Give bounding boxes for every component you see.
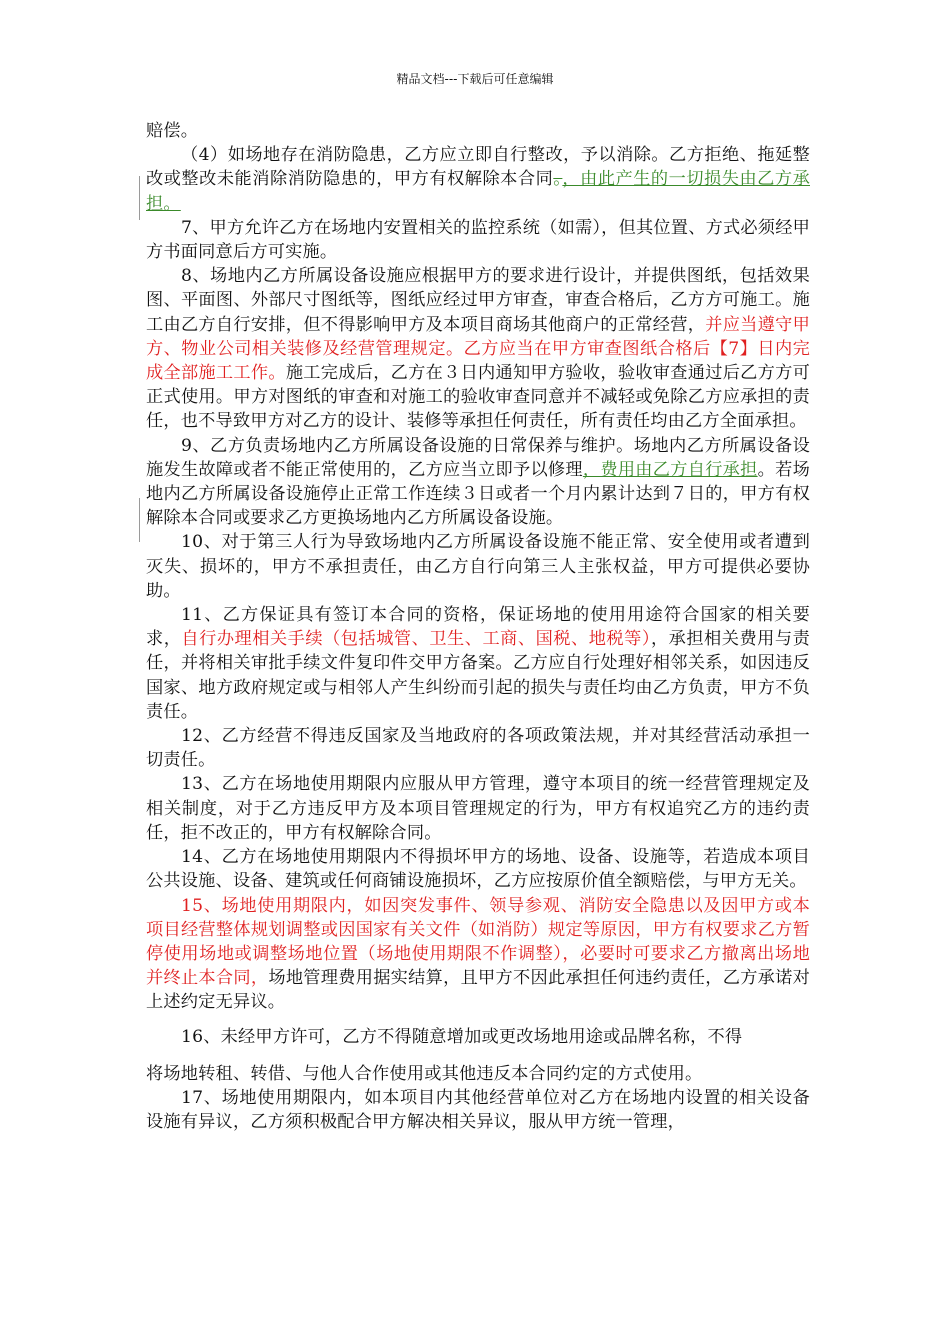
paragraph-16-line-2: 将场地转租、转借、与他人合作使用或其他违反本合同约定的方式使用。: [146, 1063, 703, 1084]
paragraph-text: 。若场地内乙方所属设备设施停止正常工作连续３日或者一个月内累计达到７日的，甲方有权解除本合同或要求乙方更换场地内乙方所属设备设施。: [146, 459, 810, 529]
paragraph-15: [146, 894, 810, 1015]
page-header: 精品文档---下载后可任意编辑: [396, 72, 554, 86]
change-bar: [139, 498, 140, 542]
paragraph-4: [146, 143, 810, 216]
deleted-text: 。: [553, 169, 563, 190]
inserted-text: ，由此产生的一切损失由乙方承担。: [146, 169, 810, 214]
paragraph-12: 12、乙方经营不得违反国家及当地政府的各项政策法规，并对其经营活动承担一切责任。: [146, 726, 810, 771]
paragraph-9: [146, 434, 810, 531]
inserted-text: ，费用由乙方自行承担: [582, 459, 758, 480]
paragraph-text: 11、乙方保证具有签订本合同的资格，保证场地的使用用途符合国家的相关要求，: [146, 605, 810, 650]
paragraph-8: [146, 264, 810, 433]
highlighted-text: 自行办理相关手续（包括城管、卫生、工商、国税、地税等）: [181, 629, 651, 650]
paragraph-17: 17、场地使用期限内，如本项目内其他经营单位对乙方在场地内设置的相关设备设施有异议，乙方须积极配合甲方解决相关异议，服从甲方统一管理，: [146, 1087, 810, 1133]
paragraph-text: 9、乙方负责场地内乙方所属设备设施的日常保养与维护。场地内乙方所属设备设施发生故障或者不能正常使用的，乙方应当立即予以修理: [146, 435, 810, 480]
paragraph-text: 施工完成后，乙方在３日内通知甲方验收，验收审查通过后乙方方可正式使用。甲方对图纸的审查和对施工的验收审查同意并不减轻或免除乙方应承担的责任，也不导致甲方对乙方的设计、装修等承担任何责任，所有责任均由乙方全面承担。: [146, 363, 810, 432]
highlighted-text: 并应当遵守甲方、物业公司相关装修及经营管理规定。乙方应当在甲方审查图纸合格后【7】日内完成全部施工工作。: [146, 314, 811, 384]
paragraph-7: 7、甲方允许乙方在场地内安置相关的监控系统（如需），但其位置、方式必须经甲方书面同意后方可实施。: [146, 217, 810, 263]
paragraph-11: [146, 603, 810, 724]
paragraph-text: 场地管理费用据实结算，且甲方不因此承担任何违约责任，乙方承诺对上述约定无异议。: [146, 968, 811, 1013]
paragraph-16-line-1: 16、未经甲方许可，乙方不得随意增加或更改场地用途或品牌名称，不得: [181, 1026, 743, 1047]
paragraph-13: 13、乙方在场地使用期限内应服从甲方管理，遵守本项目的统一经营管理规定及相关制度，对于乙方违反甲方及本项目管理规定的行为，甲方有权追究乙方的违约责任，拒不改正的，甲方有权解除合同。: [146, 774, 810, 843]
paragraph-text: 8、场地内乙方所属设备设施应根据甲方的要求进行设计，并提供图纸，包括效果图、平面图、外部尺寸图纸等，图纸应经过甲方审查，审查合格后，乙方方可施工。施工由乙方自行安排，但不得影响甲方及本项目商场其他商户的正常经营，: [146, 266, 810, 335]
paragraph-text: ，承担相关费用与责任，并将相关审批手续文件复印件交甲方备案。乙方应自行处理好相邻关系，如因违反国家、地方政府规定或与相邻人产生纠纷而引起的损失与责任均由乙方负责，甲方不负责任。: [146, 629, 810, 722]
paragraph-10: 10、对于第三人行为导致场地内乙方所属设备设施不能正常、安全使用或者遭到灭失、损坏的，甲方不承担责任，由乙方自行向第三人主张权益，甲方可提供必要协助。: [146, 532, 810, 601]
highlighted-text: 场地使用期限内，如因突发事件、领导参观、消防安全隐患以及因甲方或本项目经营整体规划调整或因国家有关文件（如消防）规定等原因，甲方有权要求乙方暂停使用场地或调整场地位置（场地使用期限不作调整），必要时可要求乙方撤离出场地并终止本合同，: [146, 895, 810, 989]
document-body: [146, 119, 810, 1134]
change-bar: [139, 176, 140, 220]
paragraph-14: 14、乙方在场地使用期限内不得损坏甲方的场地、设备、设施等，若造成本项目公共设施、设备、建筑或任何商铺设施损坏，乙方应按原价值全额赔偿，与甲方无关。: [146, 847, 810, 892]
paragraph-number: 15、: [181, 895, 222, 916]
paragraph-text: （4）如场地存在消防隐患，乙方应立即自行整改，予以消除。乙方拒绝、拖延整改或整改未能消除消防隐患的，甲方有权解除本合同: [146, 145, 810, 190]
paragraph-continuation: 赔偿。: [146, 121, 199, 141]
